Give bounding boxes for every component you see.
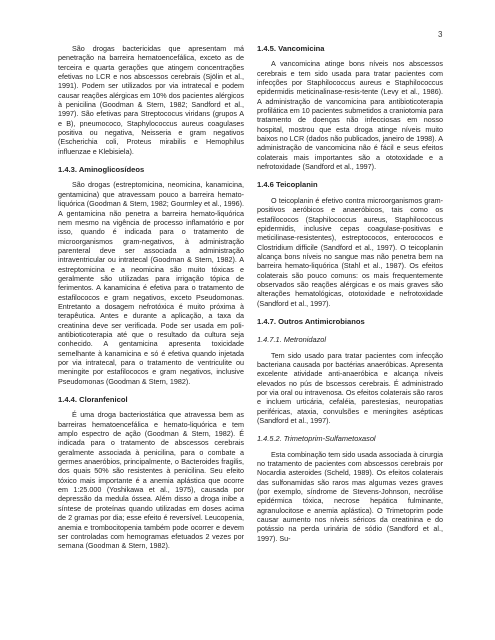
paragraph-trimethoprim: Esta combinação tem sido usada associada à cirurgia no tratamento de pacientes com abscessos cerebrais por Nocardia asteroides (Scheld, 1989). Os efeitos colaterais das sulfonamidas são raros mas algumas vezes graves (por exemplo, síndrome de Stevens-Johnson, necrólise epidérmica tóxica, necrose hepática fulminante, agranulocitose e anemia aplástica). O Trimetoprim pode causar aumento nos níveis séricos da creatinina e do potássio na perda urinária de sódio (Sandford et al., 1997). Su- [257, 449, 443, 543]
page-number: 3 [438, 30, 443, 39]
paragraph-teicoplanin: O teicoplanin é efetivo contra microorganismos gram-positivos aeróbicos e anaeróbicos, tais como os estafilococos (Staphilococcus aureus, Staphilococcus epidermidis, inclusive cepas coagulase-positivas e meticilinase-resistentes), estreptococos, enterococos e Clostridium difficile (Sandford et al., 1997). O teicoplanin alcança bons níveis no sangue mas não penetra bem na barreira hemato-liquórica (Stahl et al., 1987). Os efeitos colaterais são pouco comuns: os mais frequentemente observados são reações alérgicas e os mais graves são alterações hematológicas, ototoxidade e nefrotoxidade (Sandford et al., 1997). [257, 195, 443, 308]
paragraph-vancomycin: A vancomicina atinge bons níveis nos abscessos cerebrais e tem sido usada para tratar pacientes com infecções por Staphilococcus aureus e Staphilococcus epidermidis meticinalinase-resis-tente (Levy et al., 1986). A administração de vancomicina para antibioticoterapia profilática em 10 pacientes submetidos a craniotomia para tratamento de doenças não infecciosas em nosso hospital, mostrou que esta droga atinge níveis muito baixos no LCR (dados não publicados, janeiro de 1998). A administração de vancomicina não é fácil e seus efeitos colaterais mais importantes são a ototoxidade e a nefrotoxidade (Sandford et al., 1997). [257, 59, 443, 172]
heading-trimethoprim: 1.4.5.2. Trimetoprim-Sulfametoxasol [257, 434, 376, 444]
paragraph-aminoglycosides: São drogas (estreptomicina, neomicina, kanamicina, gentamicina) que atravessam pouco a barreira hemato-liquórica (Goodman & Stern, 1982; Gourmley et al., 1996). A gentamicina não penetra a barreira hemato-liquórica nem mesmo na vigência de processo inflamatório e por isso, quando é indicada para o tratamento de microorganismos gram-negativos, à administração parenteral deve ser associada a administração intraventricular ou intratecal (Goodman & Stern, 1982). A estreptomicina e a neomicina são muito tóxicas e geralmente são utilizadas para irrigação tópica de ferimentos. A kanamicina é efetiva para o tratamento de estafilococos e gram negativos, exceto Pseudomonas. Entretanto a dosagem nefrotóxica é muito próxima à terapêutica. Antes e durante a aplicação, a taxa da creatinina deve ser verificada. Pode ser usada em poli-antibioticoterapia até que o resultado da cultura seja conhecido. A gentamicina apresenta toxicidade semelhante à kanamicina e só é efetiva quando injetada por via intratecal, para o tratamento de ventriculite ou meningite por estafilococos e gram negativos, inclusive Pseudomonas (Goodman & Stern, 1982). [58, 180, 244, 386]
heading-chloramphenicol: 1.4.4. Cloranfenicol [58, 395, 128, 405]
heading-metronidazole: 1.4.7.1. Metronidazol [257, 335, 327, 345]
heading-aminoglycosides: 1.4.3. Aminoglicosídeos [58, 165, 145, 175]
paragraph-cephalosporins: São drogas bactericidas que apresentam má penetração na barreira hematoencefálica, exceto as de terceira e quarta gerações que atingem concentrações efetivas no LCR e nos abscessos cerebrais (Sjölin et al., 1991). Podem ser utilizados por via intratecal e podem causar reações alérgicas em 10% dos pacientes alérgicos à penicilina (Goodman & Stern, 1982; Sandford et al., 1997). São efetivas para Streptococus viridans (grupos A e B), pneumococo, Staphylococcus aureus coagulases positiva ou negativa, Neisseria e gram negativos (Escherichia coli, Proteus mirabilis e Hemophilus influenzae e Klebisiela). [58, 44, 244, 156]
paragraph-chloramphenicol: É uma droga bacteriostática que atravessa bem as barreiras hematoencefálica e hemato-liquórica e tem amplo espectro de ação (Goodman & Stern, 1982). É indicada para o tratamento de abscessos cerebrais geralmente associada à penicilina, para o combate a germes anaeróbios, principalmente, o Bacteroides fragilis, dos quais 50% são resistentes à penicilina. Seu efeito tóxico mais importante é a anemia aplástica que ocorre em 1:25.000 (Yoshikawa et al., 1975), causada por depressão da medula óssea. Além disso a droga inibe a síntese de proteínas quando utilizadas em doses acima de 2 gramas por dia; esse efeito é reversível. Leucopenia, anemia e trombocitopenia também pode ocorrer e devem ser controladas com hemogramas efetuados 2 vezes por semana (Goodman & Stern, 1982). [58, 410, 244, 551]
paragraph-metronidazole: Tem sido usado para tratar pacientes com infecção bacteriana causada por bactérias anaeróbicas. Apresenta excelente atividade anti-anaeróbica e alcança níveis elevados no pús de bscessos cerebrais. É administrado por via oral ou intravenosa. Os efeitos colaterais são raros e incluem urticária, cefaléia, parestesias, neuropatias periféricas, ataxia, convulsões e meningites asépticas (Sandford et al., 1997). [257, 350, 443, 426]
heading-teicoplanin: 1.4.6 Teicoplanin [257, 180, 318, 190]
heading-vancomycin: 1.4.5. Vancomicina [257, 44, 325, 53]
left-column [58, 44, 244, 551]
right-column [257, 44, 443, 543]
heading-other-antimicrobials: 1.4.7. Outros Antimicrobianos [257, 316, 365, 326]
